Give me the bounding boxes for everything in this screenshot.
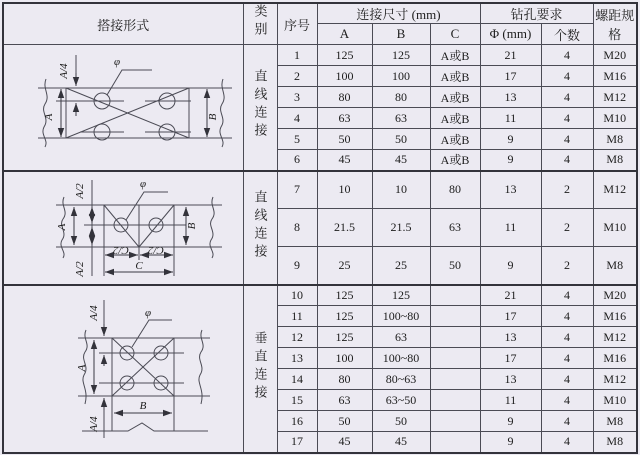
cell-dim-c [430,327,480,348]
cell-dim-b: 25 [372,247,430,285]
cell-dim-a: 25 [317,247,372,285]
category-perpendicular-connection [243,285,277,453]
cell-dim-c [430,369,480,390]
cell-dim-a: 100 [317,348,372,369]
cell-dim-a: 63 [317,108,372,129]
cell-serial: 8 [277,209,317,247]
table-row [3,45,637,66]
cell-dim-b: 63 [372,108,430,129]
cell-thread-spec: M20 [593,45,637,66]
header-col-a: A [317,24,372,45]
cell-thread-spec: M12 [593,87,637,108]
cell-hole-dia: 13 [480,171,541,209]
diagram-straight-lap-side-view [3,45,243,171]
dim-label-phi: φ [145,306,152,319]
category-straight-connection [243,45,277,171]
cell-dim-a: 45 [317,432,372,453]
cell-serial: 9 [277,247,317,285]
cell-hole-dia: 13 [480,369,541,390]
cell-hole-count: 4 [541,348,593,369]
cell-hole-count: 4 [541,369,593,390]
cell-dim-a: 50 [317,129,372,150]
cell-dim-a: 45 [317,150,372,171]
dim-label-a: A [43,113,56,121]
cell-dim-b: 21.5 [372,209,430,247]
header-hole-dia: Φ (mm) [480,24,541,45]
cell-dim-a: 63 [317,390,372,411]
dim-label-a2-top: A/2 [74,182,87,199]
cell-thread-spec: M16 [593,348,637,369]
cell-dim-c: A或B [430,87,480,108]
cell-serial: 16 [277,411,317,432]
category-label: 直线连接 [252,69,268,142]
cell-hole-dia: 13 [480,87,541,108]
cell-dim-b: 125 [372,45,430,66]
cell-dim-c: A或B [430,66,480,87]
cell-serial: 10 [277,285,317,306]
cell-hole-dia: 21 [480,45,541,66]
cell-dim-c: 63 [430,209,480,247]
cell-serial: 6 [277,150,317,171]
cell-dim-c: 80 [430,171,480,209]
cell-dim-c [430,348,480,369]
cell-serial: 11 [277,306,317,327]
header-col-c: C [430,24,480,45]
category-straight-connection [243,171,277,285]
dim-label-b: B [207,113,220,121]
cell-dim-b: 63~50 [372,390,430,411]
cell-hole-count: 2 [541,209,593,247]
cell-dim-a: 10 [317,171,372,209]
cell-dim-b: 125 [372,285,430,306]
cell-hole-count: 4 [541,390,593,411]
cell-hole-count: 4 [541,306,593,327]
cell-dim-b: 50 [372,129,430,150]
cell-thread-spec: M8 [593,432,637,453]
cell-hole-dia: 13 [480,327,541,348]
cell-dim-b: 63 [372,327,430,348]
diagram-3-svg [4,286,242,452]
cell-hole-count: 4 [541,108,593,129]
cell-hole-count: 4 [541,327,593,348]
cell-hole-count: 4 [541,87,593,108]
cell-dim-a: 125 [317,45,372,66]
cell-dim-a: 100 [317,66,372,87]
cell-thread-spec: M16 [593,306,637,327]
cell-thread-spec: M12 [593,327,637,348]
lap-joint-spec-table [2,2,638,454]
cell-dim-a: 50 [317,411,372,432]
diagram-1-svg [4,45,242,169]
cell-dim-b: 45 [372,432,430,453]
cell-hole-dia: 9 [480,150,541,171]
cell-hole-dia: 9 [480,129,541,150]
cell-dim-a: 21.5 [317,209,372,247]
header-thread-spec: 螺距规格 [593,3,637,45]
cell-hole-dia: 9 [480,247,541,285]
cell-dim-b: 100 [372,66,430,87]
cell-dim-c [430,285,480,306]
cell-dim-c [430,432,480,453]
cell-dim-b: 100~80 [372,348,430,369]
cell-thread-spec: M10 [593,108,637,129]
cell-thread-spec: M8 [593,411,637,432]
cell-dim-c [430,306,480,327]
cell-serial: 4 [277,108,317,129]
diagram-2-svg [4,172,242,284]
diagram-straight-vee-lap-view [3,171,243,285]
cell-thread-spec: M12 [593,369,637,390]
cell-dim-c: A或B [430,108,480,129]
cell-hole-count: 4 [541,411,593,432]
cell-serial: 2 [277,66,317,87]
cell-hole-count: 2 [541,247,593,285]
header-category [243,3,277,45]
header-row-1 [3,3,637,24]
cell-thread-spec: M8 [593,150,637,171]
cell-hole-count: 4 [541,129,593,150]
table-row [3,171,637,209]
dim-label-c: C [135,259,143,272]
cell-hole-dia: 17 [480,66,541,87]
cell-thread-spec: M16 [593,66,637,87]
cell-dim-c [430,411,480,432]
cell-hole-count: 4 [541,150,593,171]
cell-dim-a: 125 [317,285,372,306]
cell-thread-spec: M20 [593,285,637,306]
dim-label-b: B [186,222,199,229]
cell-dim-c: A或B [430,150,480,171]
table-row [3,285,637,306]
cell-dim-c: 50 [430,247,480,285]
header-category-label: 类别 [252,4,268,40]
dim-label-a: A [76,364,89,371]
cell-dim-b: 100~80 [372,306,430,327]
cell-thread-spec: M10 [593,209,637,247]
header-hole-count: 个数 [541,24,593,45]
cell-dim-a: 80 [317,369,372,390]
cell-dim-b: 50 [372,411,430,432]
cell-hole-dia: 11 [480,108,541,129]
cell-thread-spec: M12 [593,171,637,209]
cell-thread-spec: M10 [593,390,637,411]
cell-serial: 14 [277,369,317,390]
cell-dim-c [430,390,480,411]
dim-label-a4: A/4 [58,63,71,79]
cell-serial: 5 [277,129,317,150]
cell-serial: 3 [277,87,317,108]
header-col-b: B [372,24,430,45]
cell-hole-dia: 9 [480,411,541,432]
dim-label-a2-bottom: A/2 [74,260,87,277]
cell-dim-c: A或B [430,129,480,150]
dim-label-c-half-left: C/2 [113,243,130,256]
cell-dim-a: 125 [317,327,372,348]
cell-hole-count: 2 [541,171,593,209]
cell-thread-spec: M8 [593,247,637,285]
dim-label-b: B [139,399,147,412]
cell-dim-a: 80 [317,87,372,108]
cell-dim-b: 80~63 [372,369,430,390]
header-drilling: 钻孔要求 [480,3,593,24]
cell-dim-b: 10 [372,171,430,209]
dim-label-c-half-right: C/2 [148,243,165,256]
cell-hole-dia: 17 [480,306,541,327]
cell-hole-count: 4 [541,66,593,87]
dim-label-phi: φ [114,56,121,69]
cell-dim-a: 125 [317,306,372,327]
cell-thread-spec: M8 [593,129,637,150]
cell-hole-dia: 17 [480,348,541,369]
cell-hole-dia: 21 [480,285,541,306]
header-connection-dims: 连接尺寸 (mm) [317,3,480,24]
header-serial: 序号 [277,3,317,45]
cell-serial: 7 [277,171,317,209]
cell-serial: 13 [277,348,317,369]
cell-hole-dia: 11 [480,390,541,411]
cell-hole-count: 4 [541,285,593,306]
cell-serial: 17 [277,432,317,453]
header-lap-form: 搭接形式 [3,3,243,45]
cell-hole-count: 4 [541,45,593,66]
dim-label-a4-top: A/4 [88,304,101,321]
dim-label-a: A [56,223,69,230]
cell-dim-b: 80 [372,87,430,108]
diagram-perpendicular-lap-view [3,285,243,453]
cell-serial: 1 [277,45,317,66]
dim-label-phi: φ [140,177,147,190]
dim-label-a4-bottom: A/4 [88,415,101,432]
cell-dim-b: 45 [372,150,430,171]
cell-hole-dia: 11 [480,209,541,247]
cell-hole-dia: 9 [480,432,541,453]
category-label: 直线连接 [252,189,268,262]
category-label: 垂直连接 [252,330,268,403]
cell-serial: 12 [277,327,317,348]
cell-hole-count: 4 [541,432,593,453]
cell-serial: 15 [277,390,317,411]
cell-dim-c: A或B [430,45,480,66]
